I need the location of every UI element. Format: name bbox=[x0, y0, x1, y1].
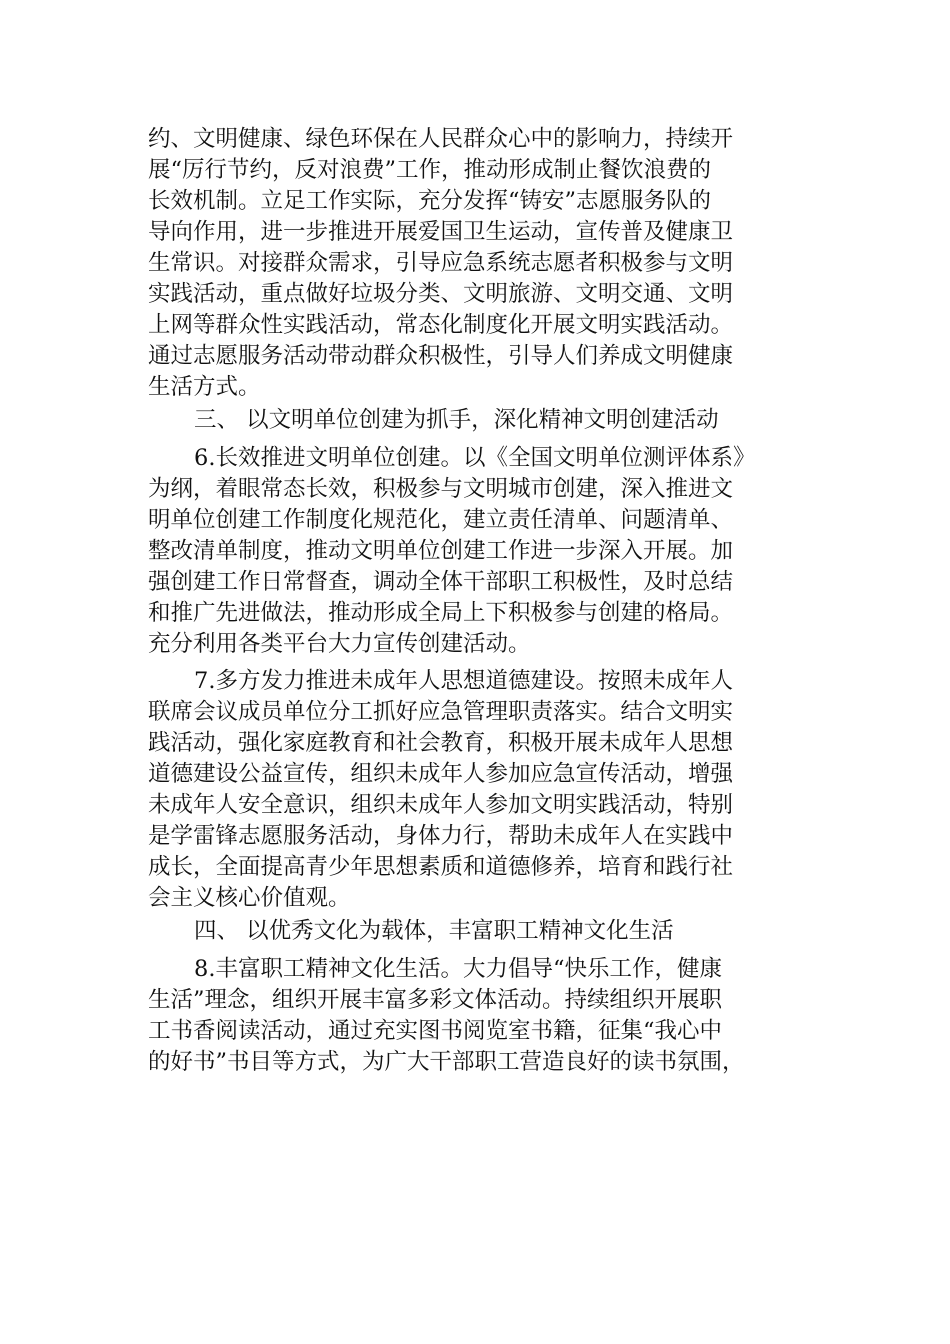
text-line: 生活”理念，组织开展丰富多彩文体活动。持续组织开展职 bbox=[148, 987, 723, 1013]
text-line: 上网等群众性实践活动，常态化制度化开展文明实践活动。 bbox=[148, 312, 734, 338]
text-line: 生活方式。 bbox=[148, 374, 261, 400]
paragraph-item-7 bbox=[148, 666, 816, 914]
section-heading-4: 四、 以优秀文化为载体，丰富职工精神文化生活 bbox=[194, 918, 674, 944]
text-line: 和推广先进做法，推动形成全局上下积极参与创建的格局。 bbox=[148, 600, 734, 626]
text-line: 联席会议成员单位分工抓好应急管理职责落实。结合文明实 bbox=[148, 699, 734, 725]
text-line: 明单位创建工作制度化规范化，建立责任清单、问题清单、 bbox=[148, 507, 734, 533]
text-line: 长效机制。立足工作实际，充分发挥“铸安”志愿服务队的 bbox=[148, 188, 712, 214]
text-line: 为纲，着眼常态长效，积极参与文明城市创建，深入推进文 bbox=[148, 476, 734, 502]
document-body bbox=[148, 124, 816, 1078]
text-line: 工书香阅读活动，通过充实图书阅览室书籍，征集“我心中 bbox=[148, 1018, 723, 1044]
text-line: 充分利用各类平台大力宣传创建活动。 bbox=[148, 631, 531, 657]
paragraph-item-6 bbox=[148, 443, 816, 660]
text-line: 道德建设公益宣传，组织未成年人参加应急宣传活动，增强 bbox=[148, 761, 734, 787]
paragraph-item-8 bbox=[148, 954, 816, 1078]
text-line: 会主义核心价值观。 bbox=[148, 885, 351, 911]
text-line: 8.丰富职工精神文化生活。大力倡导“快乐工作，健康 bbox=[194, 956, 722, 982]
text-line: 约、文明健康、绿色环保在人民群众心中的影响力，持续开 bbox=[148, 126, 734, 152]
text-line: 是学雷锋志愿服务活动，身体力行，帮助未成年人在实践中 bbox=[148, 823, 734, 849]
text-line: 践活动，强化家庭教育和社会教育，积极开展未成年人思想 bbox=[148, 730, 734, 756]
text-line: 导向作用，进一步推进开展爱国卫生运动，宣传普及健康卫 bbox=[148, 219, 734, 245]
text-line: 成长，全面提高青少年思想素质和道德修养，培育和践行社 bbox=[148, 854, 734, 880]
text-line: 未成年人安全意识，组织未成年人参加文明实践活动，特别 bbox=[148, 792, 734, 818]
text-line: 整改清单制度，推动文明单位创建工作进一步深入开展。加 bbox=[148, 538, 734, 564]
paragraph-civilization-practice bbox=[148, 124, 816, 403]
text-line: 展“厉行节约，反对浪费”工作，推动形成制止餐饮浪费的 bbox=[148, 157, 712, 183]
section-heading-3: 三、 以文明单位创建为抓手，深化精神文明创建活动 bbox=[194, 407, 719, 433]
text-line: 6.长效推进文明单位创建。以《全国文明单位测评体系》 bbox=[194, 445, 756, 471]
text-line: 强创建工作日常督查，调动全体干部职工积极性，及时总结 bbox=[148, 569, 734, 595]
text-line: 的好书”书目等方式，为广大干部职工营造良好的读书氛围， bbox=[148, 1049, 745, 1075]
text-line: 生常识。对接群众需求，引导应急系统志愿者积极参与文明 bbox=[148, 250, 734, 276]
text-line: 7.多方发力推进未成年人思想道德建设。按照未成年人 bbox=[194, 668, 733, 694]
text-line: 通过志愿服务活动带动群众积极性，引导人们养成文明健康 bbox=[148, 343, 734, 369]
text-line: 实践活动，重点做好垃圾分类、文明旅游、文明交通、文明 bbox=[148, 281, 734, 307]
